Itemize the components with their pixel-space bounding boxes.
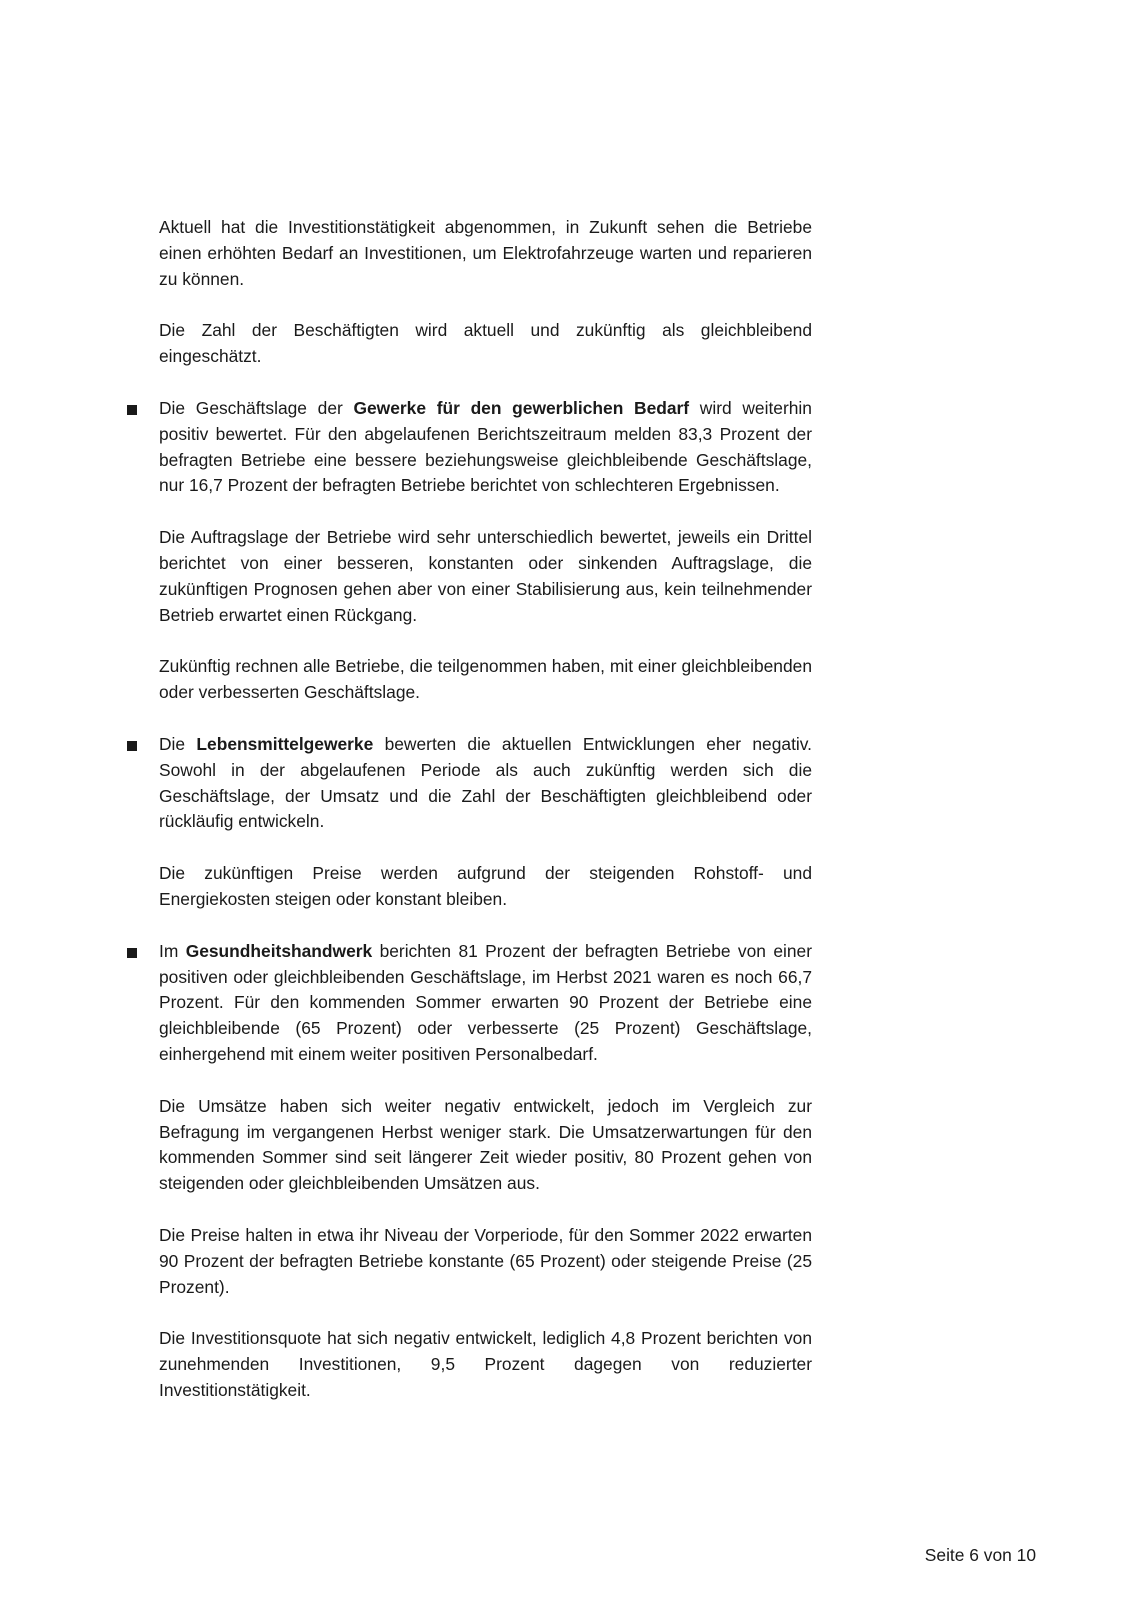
bullet-bold-term: Gesundheitshandwerk — [185, 940, 373, 961]
bullet-square-icon — [127, 948, 137, 958]
paragraph-umsaetze: Die Umsätze haben sich weiter negativ entwickelt, jedoch im Vergleich zur Befragung im vergangenen Herbst weniger stark. Die Umsatzerwartungen für den kommenden Sommer sind seit längerer Zeit wieder positiv, 80 Prozent gehen von steigenden oder gleichbleibenden Umsätzen aus. — [159, 1095, 812, 1194]
paragraph-auftragslage: Die Auftragslage der Betriebe wird sehr unterschiedlich bewertet, jeweils ein Drittel berichtet von einer besseren, konstanten oder sinkenden Auftragslage, die zukünftigen Prognosen gehen aber von einer Stabilisierung aus, kein teilnehmender Betrieb erwartet einen Rückgang. — [159, 527, 812, 625]
paragraph-investitionsquote: Die Investitionsquote hat sich negativ entwickelt, lediglich 4,8 Prozent berichten von zunehmenden Investitionen, 9,5 Prozent dagegen von reduzierter Investitionstätigkeit. — [159, 1328, 812, 1400]
page-number: Seite 6 von 10 — [924, 1545, 1036, 1565]
paragraph-employees: Die Zahl der Beschäftigten wird aktuell und zukünftig als gleichbleibend eingeschätzt. — [159, 320, 812, 367]
bullet-square-icon — [127, 405, 137, 415]
bullet-lebensmittelgewerke — [159, 732, 812, 835]
bullet-bold-term: Gewerke für den gewerblichen Bedarf — [353, 397, 690, 418]
paragraph-investment-current: Aktuell hat die Investitionstätigkeit abgenommen, in Zukunft sehen die Betriebe einen erhöhten Bedarf an Investitionen, um Elektrofahrzeuge warten und reparieren zu können. — [159, 217, 812, 289]
bullet-text-pre: Im — [159, 940, 186, 961]
bullet-text-pre: Die — [159, 733, 197, 754]
paragraph-preise: Die Preise halten in etwa ihr Niveau der Vorperiode, für den Sommer 2022 erwarten 90 Prozent der befragten Betriebe konstante (65 Prozent) oder steigende Preise (25 Prozent). — [159, 1224, 812, 1297]
bullet-text-post: berichten 81 Prozent der befragten Betriebe von einer positiven oder gleichbleibenden Geschäftslage, im Herbst 2021 waren es noch 66,7 Prozent. Für den kommenden Sommer erwarten 90 Prozent der Betriebe eine gleichbleibende (65 Prozent) oder verbesserte (25 Prozent) Geschäftslage, einhergehend mit einem weiter positiven Personalbedarf. — [159, 940, 812, 1064]
document-body — [159, 215, 812, 1430]
bullet-gewerblicher-bedarf — [159, 396, 812, 499]
bullet-gesundheitshandwerk — [159, 939, 812, 1068]
bullet-text-post: bewerten die aktuellen Entwicklungen eher negativ. Sowohl in der abgelaufenen Periode als auch zukünftig werden sich die Geschäftslage, der Umsatz und die Zahl der Beschäftigten gleichbleibend oder rückläufig entwickeln. — [159, 733, 812, 832]
paragraph-prices-future: Die zukünftigen Preise werden aufgrund der steigenden Rohstoff- und Energiekosten steigen oder konstant bleiben. — [159, 863, 812, 909]
bullet-square-icon — [127, 741, 137, 751]
bullet-text-post: wird weiterhin positiv bewertet. Für den abgelaufenen Berichtszeitraum melden 83,3 Prozent der befragten Betriebe eine bessere beziehungsweise gleichbleibende Geschäftslage, nur 16,7 Prozent der befragten Betriebe berichtet von schlechteren Ergebnissen. — [159, 397, 812, 496]
bullet-bold-term: Lebensmittelgewerke — [196, 733, 374, 754]
bullet-text-pre: Die Geschäftslage der — [159, 397, 354, 418]
paragraph-future-outlook: Zukünftig rechnen alle Betriebe, die teilgenommen haben, mit einer gleichbleibenden oder verbesserten Geschäftslage. — [159, 656, 812, 703]
